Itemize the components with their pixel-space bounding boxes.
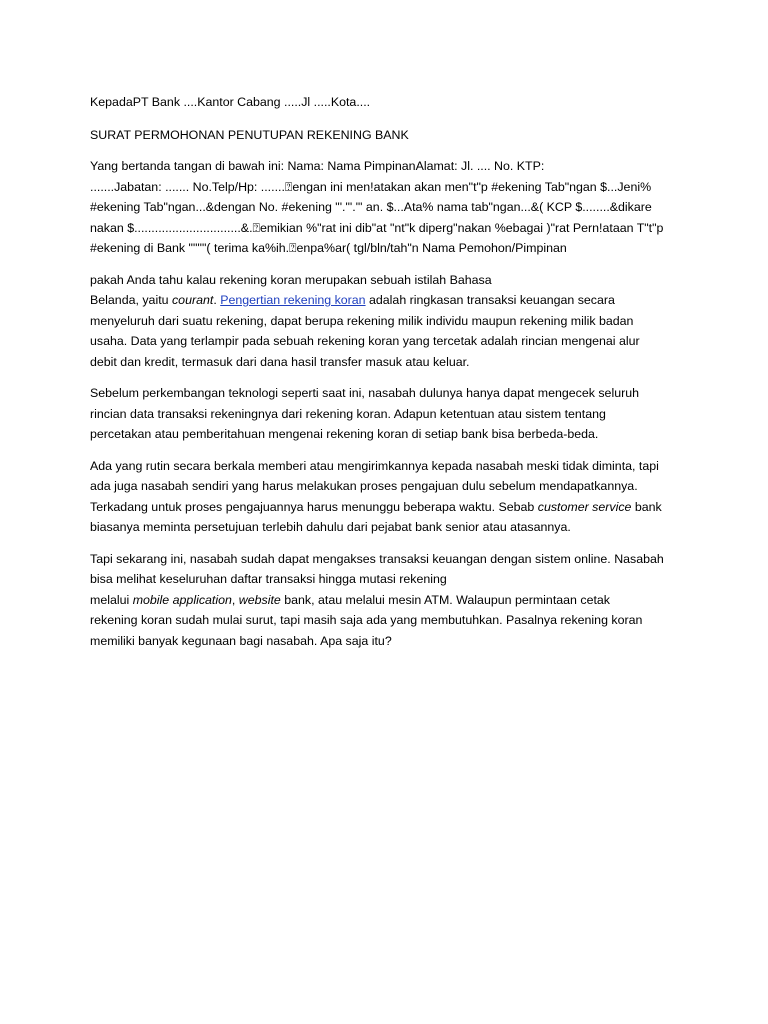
text-segment: melalui [90,592,133,607]
paragraph-line: pakah Anda tahu kalau rekening koran merupakan sebuah istilah Bahasa [90,272,492,287]
form-line: #ekening di Bank "'"'"( terima ka%ih.⍰enpa%ar( tgl/bln/tah"n Nama Pemohon/Pimpinan [90,241,567,255]
form-line: nakan $...............................&.⍰emikian %"rat ini dib"at "nt"k diperg"nakan %ebagai )"rat Pern!ataan T"t"p [90,220,664,235]
pengertian-rekening-koran-link[interactable]: Pengertian rekening koran [220,293,366,307]
paragraph-line [90,497,690,518]
document-body [90,92,690,651]
paragraph-line: Ada yang rutin secara berkala memberi atau mengirimkannya kepada nasabah meski tidak diminta, tapi [90,458,659,473]
form-line: Yang bertanda tangan di bawah ini: Nama: Nama PimpinanAlamat: Jl. .... No. KTP: [90,159,545,173]
form-line: .......Jabatan: ....... No.Telp/Hp: .......⍰engan ini men!atakan akan men"t"p #ekening Tab"ngan $...Jeni% [90,179,652,194]
text-segment: adalah ringkasan transaksi keuangan secara [365,293,615,307]
italic-term: website [238,592,281,607]
paragraph-line: ada juga nasabah sendiri yang harus melakukan proses pengajuan dulu sebelum mendapatkannya. [90,479,638,493]
paragraph-line: Tapi sekarang ini, nasabah sudah dapat mengakses transaksi keuangan dengan sistem online. Nasabah [90,551,664,566]
paragraph-2 [90,383,690,445]
letter-title: SURAT PERMOHONAN PENUTUPAN REKENING BANK [90,127,409,142]
text-segment: , [231,592,239,607]
letter-header: KepadaPT Bank ....Kantor Cabang .....Jl .....Kota.... [90,95,371,109]
paragraph-line: rekening koran sudah mulai surut, tapi masih saja ada yang membutuhkan. Pasalnya rekening koran [90,613,643,627]
paragraph-line: Sebelum perkembangan teknologi seperti saat ini, nasabah dulunya hanya dapat mengecek seluruh [90,386,639,400]
form-line: #ekening Tab"ngan...&dengan No. #ekening "'."'."' an. $...Ata% nama tab"ngan...&( KCP $........&dikare [90,200,652,214]
paragraph-line [90,590,690,611]
paragraph-line: percetakan atau pemberitahuan mengenai rekening koran di setiap bank bisa berbeda-beda. [90,427,599,441]
paragraph-line: rincian data transaksi rekeningnya dari rekening koran. Adapun ketentuan atau sistem tentang [90,406,606,421]
paragraph-line [90,290,690,311]
form-text-block [90,156,690,259]
italic-term: customer service [537,499,632,514]
text-segment: bank, atau melalui mesin ATM. Walaupun permintaan cetak [280,592,611,607]
paragraph-line: usaha. Data yang terlampir pada sebuah rekening koran yang tercetak adalah rincian mengenai alur [90,334,640,348]
paragraph-4 [90,549,690,652]
text-segment: bank [631,499,662,514]
paragraph-line: menyeluruh dari suatu rekening, dapat berupa rekening milik individu maupun rekening milik badan [90,313,634,328]
text-segment: . [213,293,221,307]
italic-term: courant [171,293,214,307]
paragraph-1 [90,270,690,373]
paragraph-line: debit dan kredit, termasuk dari dana hasil transfer masuk atau keluar. [90,354,470,369]
paragraph-line: bisa melihat keseluruhan daftar transaksi hingga mutasi rekening [90,572,447,586]
italic-term: mobile application [132,592,232,607]
paragraph-line: biasanya meminta persetujuan terlebih dahulu dari pejabat bank senior atau atasannya. [90,520,571,534]
text-segment: Terkadang untuk proses pengajuannya harus menunggu beberapa waktu. Sebab [90,499,538,514]
paragraph-line: memiliki banyak kegunaan bagi nasabah. Apa saja itu? [90,633,392,648]
text-segment: Belanda, yaitu [90,293,172,307]
paragraph-3 [90,456,690,538]
